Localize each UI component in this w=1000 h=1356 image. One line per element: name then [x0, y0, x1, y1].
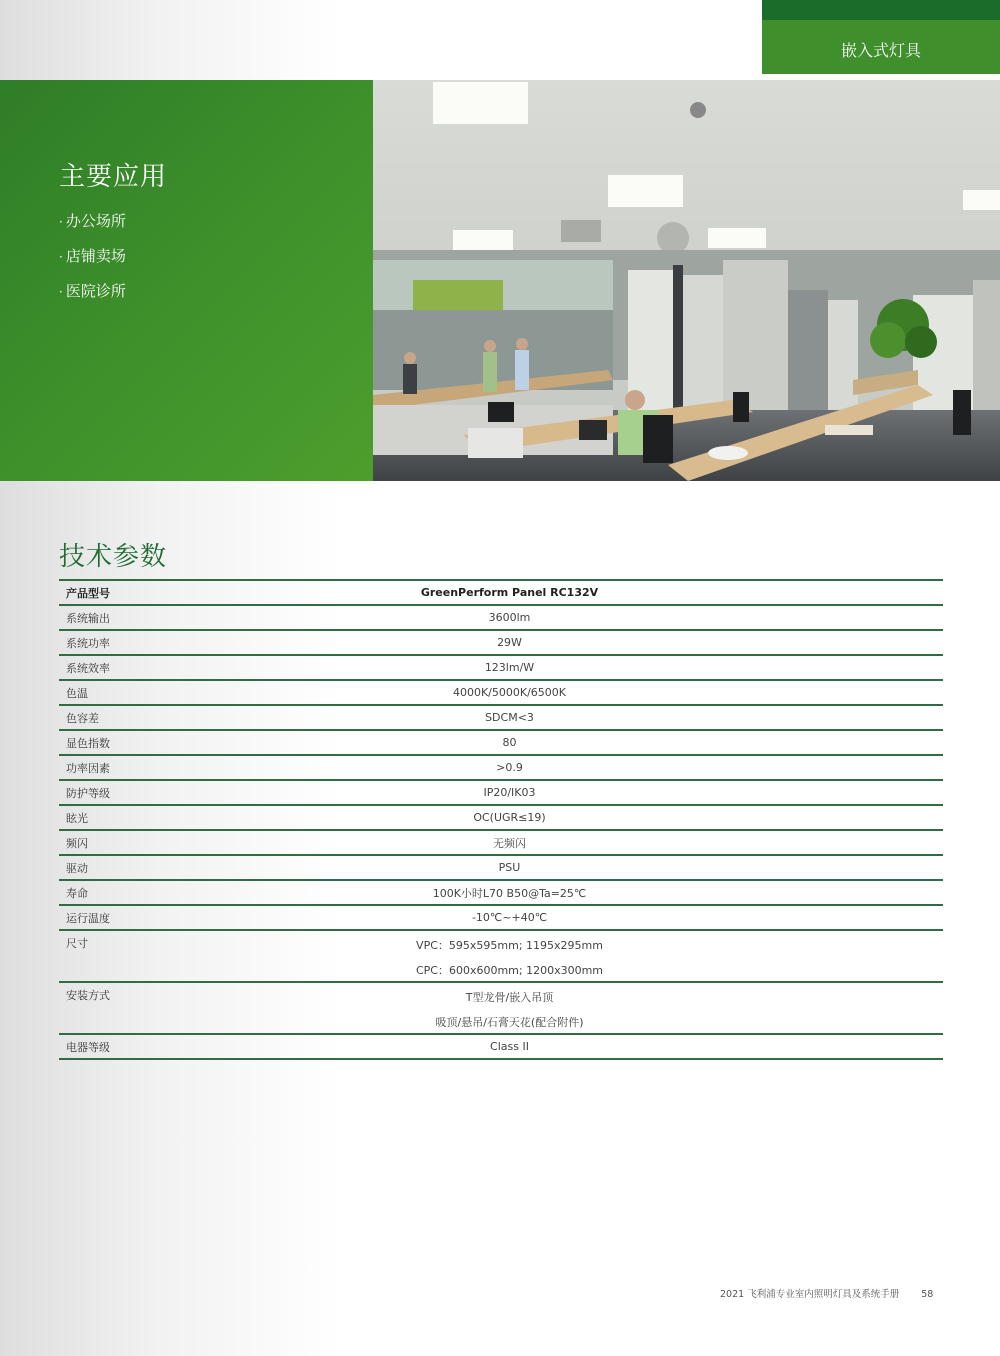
spec-value: VPC：595x595mm; 1195x295mm	[416, 938, 603, 952]
applications-title: 主要应用	[59, 162, 168, 192]
table-row	[59, 730, 943, 755]
application-item: · 店铺卖场	[59, 247, 126, 265]
spec-value: PSU	[266, 855, 943, 880]
spec-label-empty	[59, 1010, 266, 1034]
spec-label: 驱动	[59, 855, 266, 880]
table-row	[59, 1010, 943, 1034]
spec-label: 寿命	[59, 880, 266, 905]
table-row	[59, 830, 943, 855]
spec-value: 123lm/W	[266, 655, 943, 680]
table-row	[59, 930, 943, 958]
table-row	[59, 655, 943, 680]
table-row	[59, 580, 943, 605]
spec-label: 显色指数	[59, 730, 266, 755]
table-row	[59, 982, 943, 1010]
category-tab-label: 嵌入式灯具	[840, 40, 921, 60]
spec-label: 眩光	[59, 805, 266, 830]
spec-value: -10℃~+40℃	[266, 905, 943, 930]
table-row	[59, 958, 943, 982]
application-item: · 医院诊所	[59, 282, 126, 300]
spec-label: 电器等级	[59, 1034, 266, 1059]
spec-label: 系统效率	[59, 655, 266, 680]
table-row	[59, 805, 943, 830]
table-row	[59, 880, 943, 905]
specs-title: 技术参数	[59, 542, 168, 572]
spec-value: T型龙骨/嵌入吊顶	[465, 990, 554, 1004]
spec-label-empty	[59, 958, 266, 982]
spec-value: 80	[266, 730, 943, 755]
spec-label: 功率因素	[59, 755, 266, 780]
applications-panel	[0, 80, 373, 481]
spec-value: 3600lm	[266, 605, 943, 630]
page-number: 58	[921, 1289, 934, 1300]
spec-value: Class II	[266, 1034, 943, 1059]
spec-label: 色温	[59, 680, 266, 705]
footer-text: 2021 飞利浦专业室内照明灯具及系统手册	[720, 1289, 900, 1300]
table-row	[59, 705, 943, 730]
table-row	[59, 855, 943, 880]
spec-value: 无频闪	[266, 830, 943, 855]
spec-label: 系统功率	[59, 630, 266, 655]
spec-table	[59, 579, 943, 1060]
table-row	[59, 905, 943, 930]
spec-value: 100K小时L70 B50@Ta=25℃	[266, 880, 943, 905]
page-footer	[720, 1286, 933, 1300]
table-row	[59, 1034, 943, 1059]
spec-label: 运行温度	[59, 905, 266, 930]
table-row	[59, 630, 943, 655]
spec-value: OC(UGR≤19)	[266, 805, 943, 830]
table-row	[59, 680, 943, 705]
spec-value: 29W	[266, 630, 943, 655]
spec-label: 系统输出	[59, 605, 266, 630]
spec-value: CPC：600x600mm; 1200x300mm	[266, 958, 943, 982]
spec-value: SDCM<3	[266, 705, 943, 730]
spec-value: 4000K/5000K/6500K	[266, 680, 943, 705]
spec-value: >0.9	[266, 755, 943, 780]
table-row	[59, 780, 943, 805]
application-item: · 办公场所	[59, 212, 126, 230]
spec-label: 防护等级	[59, 780, 266, 805]
table-row	[59, 755, 943, 780]
table-row	[59, 605, 943, 630]
spec-value: IP20/IK03	[266, 780, 943, 805]
spec-label: 频闪	[59, 830, 266, 855]
spec-value: GreenPerform Panel RC132V	[266, 580, 943, 605]
spec-label: 色容差	[59, 705, 266, 730]
spec-label: 产品型号	[59, 580, 266, 605]
spec-value: 吸顶/悬吊/石膏天花(配合附件)	[266, 1010, 943, 1034]
applications-list	[59, 210, 126, 315]
office-photo	[373, 80, 1000, 481]
spec-label: 安装方式	[66, 989, 110, 1002]
category-tab	[762, 0, 1000, 74]
spec-label: 尺寸	[66, 937, 88, 950]
